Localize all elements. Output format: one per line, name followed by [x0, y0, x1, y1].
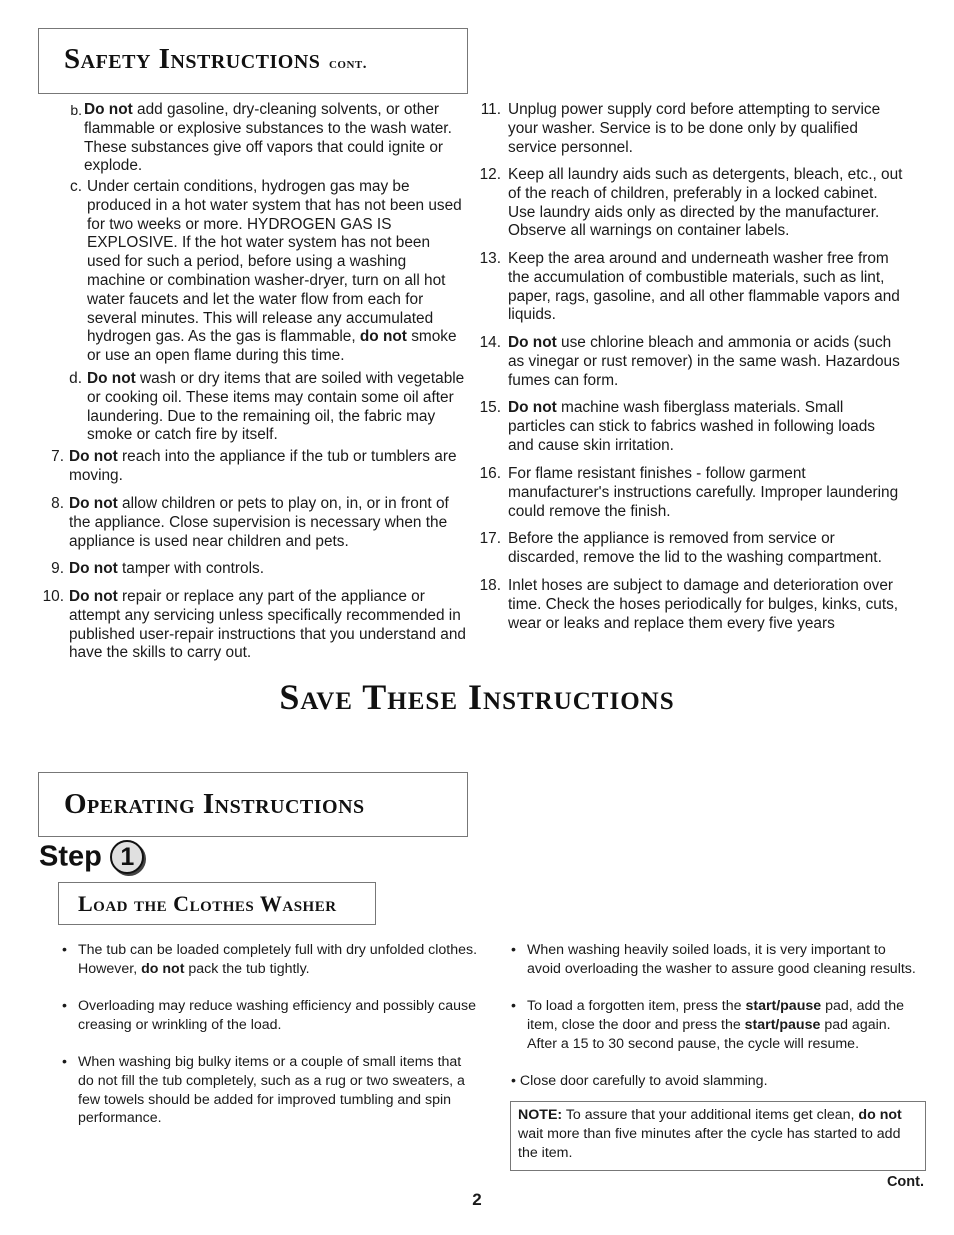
note-label: NOTE:	[518, 1107, 563, 1123]
item-text: Keep all laundry aids such as detergents, bleach, etc., out of the reach of children, preferably in a locked cabinet. Use laundry aids only as directed by the manufacturer. Observe all warnings on container labels.	[508, 166, 903, 240]
item-text: For flame resistant finishes - follow garment manufacturer's instructions carefully. Improper laundering could remove the finish.	[508, 465, 899, 520]
safety-item-8	[38, 495, 468, 560]
bullet-dot: •	[62, 1054, 67, 1070]
safety-left-column	[38, 100, 468, 668]
item-text: Under certain conditions, hydrogen gas may be produced in a hot water system that has not been used for two weeks or more. HYDROGEN GAS IS EXPLOSIVE. If the hot water system has not been used for such a period, before using a washing machine or combination washer-dryer, turn on all hot water faucets and let the water flow from each for several minutes. This will release any accumulated hydrogen gas. As the gas is flammable,	[87, 178, 462, 346]
safety-item-11	[478, 101, 904, 166]
bold-text: Do not	[69, 495, 118, 512]
bullet-text: pad again. After a 15 to 30 second pause, the cycle will resume.	[527, 1016, 891, 1052]
list-number: 13.	[479, 250, 501, 267]
list-letter: c.	[70, 178, 82, 195]
bullet-text: To load a forgotten item, press the	[527, 998, 746, 1014]
continued-label: Cont.	[886, 1174, 924, 1190]
list-item-text	[508, 166, 904, 241]
list-item-text	[508, 577, 904, 633]
item-text: Keep the area around and underneath washer free from the accumulation of combustible materials, such as lint, paper, rags, gasoline, and all other flammable vapors and liquids.	[508, 250, 900, 324]
safety-item-15	[478, 399, 904, 465]
safety-item-17	[478, 530, 904, 577]
step-label: Step	[39, 840, 102, 873]
bold-text: Do not	[87, 370, 136, 387]
list-item-text	[508, 465, 904, 521]
bullet-text: pack the tub tightly.	[184, 960, 310, 977]
step-number: 1	[120, 843, 135, 871]
list-item-text	[508, 334, 904, 390]
bold-text: Do not	[69, 560, 118, 577]
safety-right-column	[478, 101, 904, 657]
bullet-text: pad, add the item, close the door and press the	[527, 998, 904, 1033]
safety-item-16	[478, 465, 904, 530]
list-number: 18.	[479, 577, 501, 594]
item-text: Unplug power supply cord before attempting to service your washer. Service is to be done only by qualified service personnel.	[508, 101, 881, 156]
bullet-text: Overloading may reduce washing efficiency and possibly cause creasing or wrinkling of the load.	[78, 998, 476, 1033]
safety-sub-item-c	[38, 178, 468, 370]
safety-item-10	[38, 588, 468, 668]
bold-text: Do not	[508, 399, 557, 416]
safety-item-12	[478, 166, 904, 250]
list-number: 17.	[479, 530, 501, 547]
item-text: wash or dry items that are soiled with vegetable or cooking oil. These items may contain some oil after laundering. Due to the remaining oil, the fabric may smoke or catch fire by itself.	[87, 370, 465, 444]
bold-text: do not	[858, 1107, 902, 1123]
load-bullet	[511, 997, 919, 1072]
load-bullet	[62, 997, 478, 1053]
note-box	[510, 1101, 926, 1171]
list-number: 14.	[479, 334, 501, 351]
safety-item-7	[38, 448, 468, 495]
close-door-line: • Close door carefully to avoid slamming.	[511, 1073, 768, 1089]
item-text: tamper with controls.	[117, 560, 264, 577]
bold-text: Do not	[69, 588, 118, 605]
list-letter: b.	[70, 102, 82, 118]
safety-item-14	[478, 334, 904, 399]
load-right-column	[511, 941, 919, 1091]
item-text: allow children or pets to play on, in, or in front of the appliance. Close supervision is necessary when the appliance is used near children and pets.	[69, 495, 449, 550]
bold-text: do not	[359, 328, 407, 346]
list-number: 10.	[42, 588, 64, 605]
bold-text: Do not	[84, 101, 133, 118]
bold-text: Do not	[508, 334, 557, 351]
item-text: smoke or use an open flame during this time.	[87, 328, 457, 365]
list-item-text	[84, 101, 466, 176]
bullet-dot: •	[511, 942, 516, 958]
load-bullet	[62, 941, 478, 997]
bold-text: do not	[141, 960, 185, 977]
item-text: machine wash fiberglass materials. Small particles can stick to fabrics washed in following loads and cause skin irritation.	[508, 399, 875, 454]
safety-section-header	[38, 28, 468, 94]
list-item-text	[508, 250, 904, 325]
list-number: 16.	[479, 465, 501, 482]
safety-item-18	[478, 577, 904, 657]
safety-section-title: Safety Instructions	[64, 43, 321, 75]
list-item-text	[69, 588, 466, 663]
list-item-text	[508, 101, 904, 157]
load-bullet	[511, 941, 919, 997]
operating-section-header	[38, 772, 468, 837]
list-item-text	[87, 178, 466, 366]
list-number: 9.	[51, 560, 64, 577]
list-item-text	[69, 495, 466, 551]
list-number: 12.	[479, 166, 501, 183]
list-item-text	[69, 560, 466, 579]
bold-text: start/pause	[745, 998, 822, 1014]
bold-text: Do not	[69, 448, 118, 465]
list-number: 8.	[51, 495, 64, 512]
load-clothes-header	[58, 882, 376, 925]
list-number: 15.	[479, 399, 501, 416]
item-text: Before the appliance is removed from service or discarded, remove the lid to the washing compartment.	[508, 530, 882, 566]
page-number: 2	[472, 1190, 482, 1209]
item-text: Inlet hoses are subject to damage and deterioration over time. Check the hoses periodically for bulges, kinks, cuts, wear or leaks and replace them every five years	[508, 577, 899, 632]
safety-sub-item-d	[38, 370, 468, 448]
item-text: repair or replace any part of the appliance or attempt any servicing unless specifically recommended in published user-repair instructions that you understand and have the skills to carry out.	[69, 588, 466, 662]
list-item-text	[87, 370, 466, 445]
step-number-badge	[110, 840, 144, 874]
item-text: reach into the appliance if the tub or tumblers are moving.	[69, 448, 457, 484]
item-text: add gasoline, dry-cleaning solvents, or other flammable or explosive substances to the wash water. These substances give off vapors that could ignite or explode.	[84, 101, 452, 175]
safety-item-13	[478, 250, 904, 334]
bold-text: start/pause	[744, 1016, 821, 1033]
safety-section-suffix: cont.	[328, 56, 367, 72]
bullet-text: The tub can be loaded completely full with dry unfolded clothes. However,	[78, 942, 478, 977]
safety-item-9	[38, 560, 468, 588]
operating-section-title: Operating Instructions	[64, 788, 365, 820]
list-number: 7.	[51, 448, 64, 465]
note-text: wait more than five minutes after the cycle has started to add the item.	[518, 1125, 901, 1161]
bullet-dot: •	[62, 998, 67, 1014]
list-item-text	[508, 399, 904, 455]
item-text: use chlorine bleach and ammonia or acids (such as vinegar or rust remover) in the same wash. Hazardous fumes can form.	[508, 334, 900, 389]
step-heading	[39, 840, 144, 880]
list-number: 11.	[480, 101, 501, 118]
load-left-column	[62, 941, 478, 1129]
note-text: To assure that your additional items get clean,	[562, 1107, 859, 1123]
save-instructions-title: Save These Instructions	[279, 677, 675, 717]
safety-sub-item-b	[38, 100, 468, 174]
bullet-text: When washing big bulky items or a couple of small items that do not fill the tub completely, such as a rug or two sweaters, a few towels should be added for improved tumbling and spin performance.	[78, 1054, 465, 1127]
list-letter: d.	[69, 370, 82, 387]
list-item-text	[508, 530, 904, 568]
bullet-text: When washing heavily soiled loads, it is very important to avoid overloading the washer to assure good cleaning results.	[527, 942, 916, 977]
bullet-dot: •	[62, 942, 67, 958]
load-clothes-title: Load the Clothes Washer	[78, 891, 337, 916]
list-item-text	[69, 448, 466, 486]
bullet-dot: •	[511, 998, 516, 1014]
load-bullet	[62, 1053, 478, 1129]
